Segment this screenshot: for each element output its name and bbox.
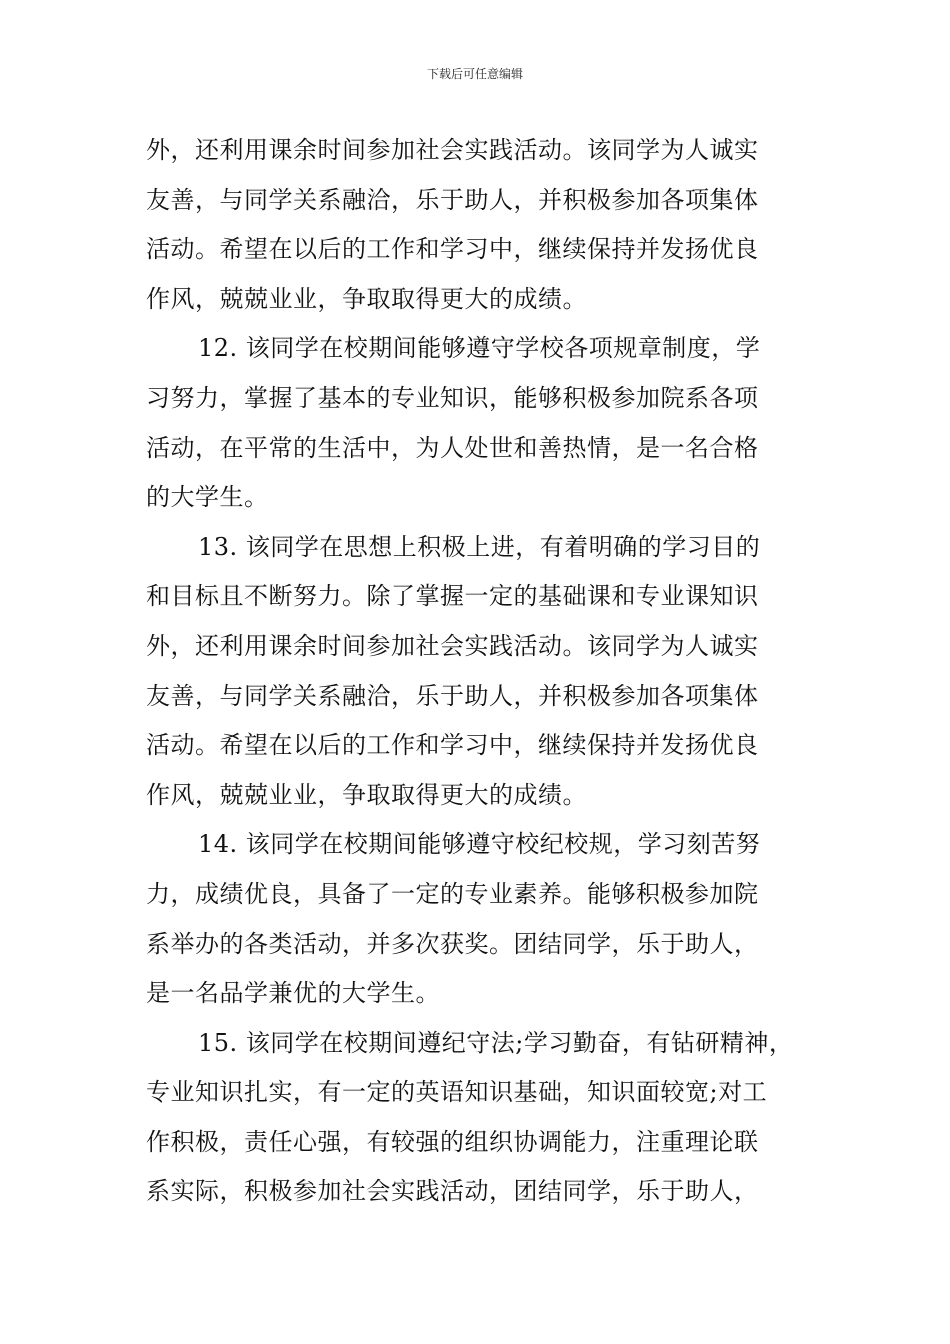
text-line: 作积极，责任心强，有较强的组织协调能力，注重理论联 [146,1127,759,1156]
text-line: 活动。希望在以后的工作和学习中，继续保持并发扬优良 [146,731,759,760]
text-line: 习努力，掌握了基本的专业知识，能够积极参加院系各项 [146,383,759,412]
text-line: 和目标且不断努力。除了掌握一定的基础课和专业课知识 [146,582,759,611]
text-line: 15. 该同学在校期间遵纪守法;学习勤奋，有钻研精神， [198,1028,794,1057]
text-line: 14. 该同学在校期间能够遵守校纪校规，学习刻苦努 [198,830,761,859]
text-line: 外，还利用课余时间参加社会实践活动。该同学为人诚实 [146,631,759,660]
text-line: 12. 该同学在校期间能够遵守学校各项规章制度，学 [198,334,761,363]
text-line: 外，还利用课余时间参加社会实践活动。该同学为人诚实 [146,136,759,164]
text-line: 友善，与同学关系融洽，乐于助人，并积极参加各项集体 [146,681,759,710]
text-line: 力，成绩优良，具备了一定的专业素养。能够积极参加院 [146,879,759,908]
text-line: 作风，兢兢业业，争取取得更大的成绩。 [146,780,587,809]
text-line: 活动，在平常的生活中，为人处世和善热情，是一名合格 [146,433,759,462]
document-body [146,126,836,1217]
text-line: 友善，与同学关系融洽，乐于助人，并积极参加各项集体 [146,185,759,214]
text-line: 系实际，积极参加社会实践活动，团结同学，乐于助人， [146,1177,759,1206]
text-line: 13. 该同学在思想上积极上进，有着明确的学习目的 [198,532,761,561]
page-header: 下载后可任意编辑 [426,67,523,81]
text-line: 系举办的各类活动，并多次获奖。团结同学，乐于助人， [146,929,759,958]
text-line: 作风，兢兢业业，争取取得更大的成绩。 [146,284,587,313]
text-line: 专业知识扎实，有一定的英语知识基础，知识面较宽;对工 [146,1078,768,1107]
text-line: 活动。希望在以后的工作和学习中，继续保持并发扬优良 [146,235,759,264]
text-line: 的大学生。 [146,483,269,512]
text-line: 是一名品学兼优的大学生。 [146,979,440,1008]
